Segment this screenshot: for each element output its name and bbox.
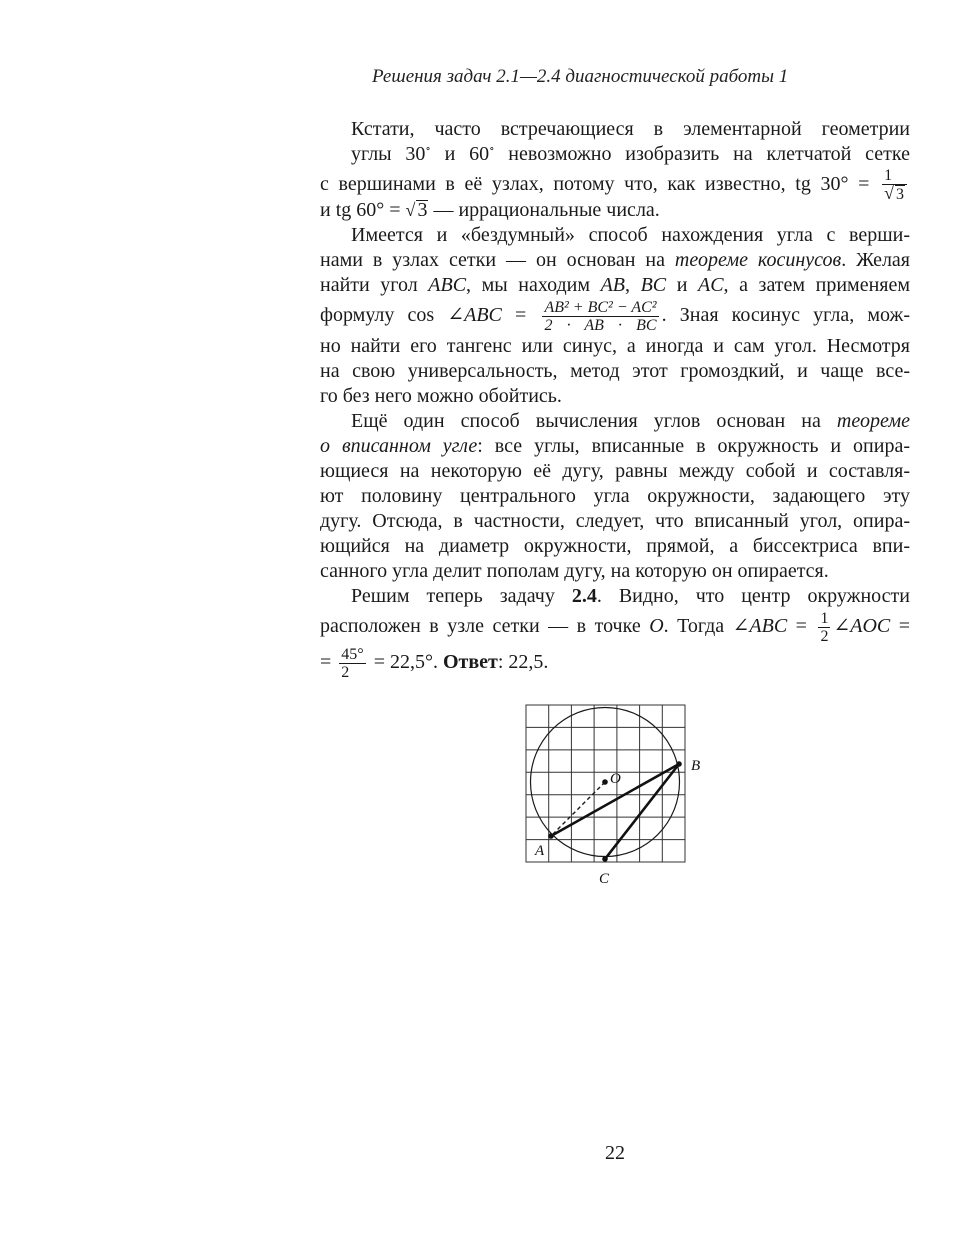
text-line: Кстати, часто встречающиеся в элементарной геометрии <box>351 118 910 140</box>
paragraph-2 <box>320 223 910 409</box>
text-line: расположен в узле сетки — в точке O. Тогда ∠ABC = $\frac{1}{2}$ ∠AOC = <box>320 609 911 645</box>
text-line: углы 30∘ и 60∘ невозможно изобразить на клетчатой сетке <box>351 143 911 165</box>
point-a <box>548 833 554 839</box>
running-header: Решения задач 2.1—2.4 диагностической работы 1 <box>372 66 789 87</box>
geometry-figure <box>516 698 716 888</box>
point-b <box>676 761 682 767</box>
label-b: B <box>691 758 701 774</box>
text-line: Имеется и «бездумный» способ нахождения угла с верши- <box>351 224 910 246</box>
text-line: с вершинами в её узлах, потому что, как известно, tg 30° = $\frac{1}{√ 3}$ <box>320 167 910 204</box>
text-line: но найти его тангенс или синус, а иногда и сам угол. Несмотря <box>320 334 910 357</box>
text-line: = $\frac{45^\circ}{2}$ = 22,5°. Ответ: 22,5. <box>320 645 549 681</box>
text-line: на свою универсальность, метод этот громоздкий, и чаще все- <box>320 359 910 382</box>
text-line: ющиеся на некоторую её дугу, равны между собой и составля- <box>320 459 910 482</box>
text-line: Решим теперь задачу 2.4. Видно, что центр окружности <box>351 584 910 607</box>
text-line: найти угол ABC, мы находим AB, BC и AC, а затем применяем <box>320 274 911 296</box>
paragraph-1 <box>320 117 910 223</box>
point-c <box>602 856 608 862</box>
text-line: го без него можно обойтись. <box>320 384 562 407</box>
text-line: нами в узлах сетки — он основан на теореме косинусов. Желая <box>320 249 911 271</box>
cosine-law-fraction: $\frac{\text{AB² + BC² − AC²}}{2 \cdot AB \cdot BC}$ <box>544 298 657 334</box>
fraction-45-over-2: $\frac{45^\circ}{2}$ <box>341 645 364 681</box>
text-line: дугу. Отсюда, в частности, следует, что вписанный угол, опира- <box>320 509 910 532</box>
text-line: и tg 60° = √ 3 — иррациональные числа. <box>320 199 660 221</box>
fraction-one-over-sqrt3: $\frac{1}{√ 3}$ <box>882 167 907 204</box>
text-line: санного угла делит пополам дугу, на которую он опирается. <box>320 559 829 582</box>
text-line: ющийся на диаметр окружности, прямой, а биссектриса впи- <box>320 534 910 557</box>
label-c: C <box>599 871 610 887</box>
paragraph-3 <box>320 409 910 584</box>
page-number: 22 <box>605 1142 625 1164</box>
text-line: о вписанном угле: все углы, вписанные в окружность и опира- <box>320 434 910 457</box>
text-line: ют половину центрального угла окружности, задающего эту <box>320 484 910 507</box>
label-o: O <box>610 771 621 787</box>
fraction-one-half: $\frac{1}{2}$ <box>820 609 829 645</box>
paragraph-4 <box>320 584 910 681</box>
text-line: Ещё один способ вычисления углов основан на теореме <box>351 409 910 432</box>
label-a: A <box>535 843 545 859</box>
point-o <box>602 779 608 785</box>
text-line: формулу cos ∠ABC = $\frac{\text{AB² + BC² − AC²}}{2 \cdot AB \cdot BC}$ . Зная косинус угла, мож- <box>320 298 910 334</box>
body-text <box>320 117 910 681</box>
